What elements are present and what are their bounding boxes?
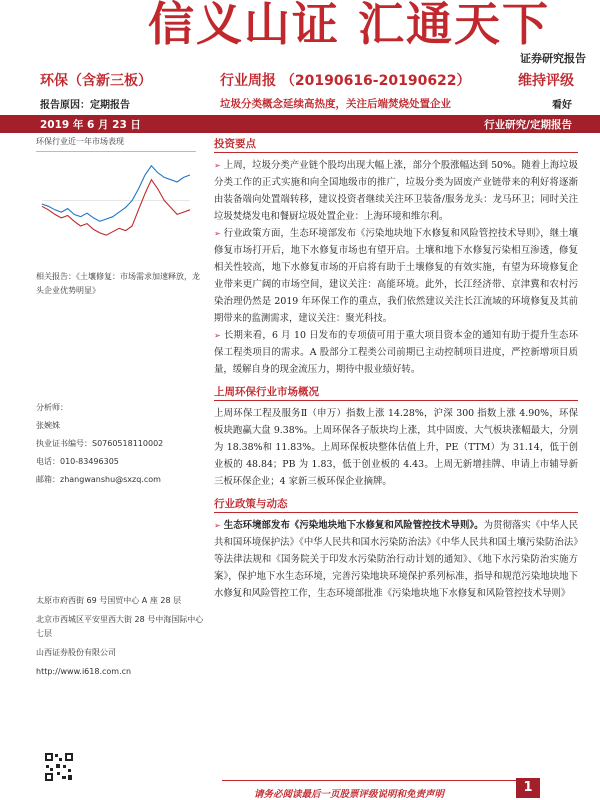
analyst-cert: 执业证书编号：S0760518110002 [36,439,164,448]
industry-name: 环保（含新三板） [40,73,152,89]
qr-code-icon [44,752,74,782]
section-market-overview: 上周环保行业市场概况 [214,384,578,401]
page-number: 1 [516,778,540,798]
document-type: 证券研究报告 [520,52,586,65]
paragraph-5-text: 为贯彻落实《中华人民共和国环境保护法》《中华人民共和国水污染防治法》《中华人民共和国土壤污染防治法》等法律法规和《国务院关于印发水污染防治行动计划的通知》、《地下水污染防治实施方案》，保护地下水生态环境，完善污染地块环境保护系列标准，指导和规范污染地块地下水修复和风险管控工作，生态环境部批准《污染地块地下水修复和风险管控技术导则》 [214,520,578,599]
company-name: 山西证券股份有限公司 [36,648,116,657]
section-policy: 行业政策与动态 [214,496,578,513]
paragraph-1 [214,157,578,225]
paragraph-3 [214,327,578,378]
analyst-name: 张婉姝 [36,421,60,430]
paragraph-2 [214,225,578,327]
report-title: 行业周报 （20190616-20190622） [220,73,471,89]
chart-series-line-1 [42,166,190,222]
analyst-label: 分析师： [36,403,68,412]
main-content [214,136,578,602]
footer-disclaimer: 请务必阅读最后一页股票评级说明和免责声明 [254,789,445,800]
chart-series-line-0 [42,180,190,236]
sidebar [36,136,206,266]
bullet-arrow-icon: ➢ [214,161,221,170]
rating-label: 维持评级 [518,73,574,89]
chart-title: 环保行业近一年市场表现 [36,137,124,146]
bullet-arrow-icon: ➢ [214,229,221,238]
analyst-email[interactable]: 邮箱：zhangwanshu@sxzq.com [36,475,161,484]
company-slogan: 信义山证 汇通天下 [148,0,551,51]
paragraph-5-heading: 生态环境部发布《污染地块地下水修复和风险管控技术导则》。 [223,520,484,531]
related-report: 相关报告：《土壤修复：市场需求加速释放，龙头企业优势明显》 [36,272,200,295]
section-investment-points: 投资要点 [214,136,578,153]
analyst-phone: 电话：010-83496305 [36,457,119,466]
report-date: 2019 年 6 月 23 日 [40,119,141,131]
paragraph-2-text: 行业政策方面，生态环境部发布《污染地块地下水修复和风险管控技术导则》，继土壤修复市场打开后，地下水修复市场也有望开启。土壤和地下水修复污染相互渗透，修复相关性较高，地下水修复市场的开启将有助于土壤修复的有效实施，有望为环境修复企业带来更广阔的市场空间，建议关注：高能环境。此外，长江经济带、京津冀和农村污染治理仍然是 2019 年环保工作的重点，我们依然建议关注长江流域的环境修复及其前期带来的监测需求，建议关注：聚光科技。 [214,228,578,324]
date-bar [0,115,600,133]
paragraph-4: 上周环保工程及服务Ⅱ（申万）指数上涨 14.28%，沪深 300 指数上涨 4.90%，环保板块跑赢大盘 9.38%。上周环保各子版块均上涨，其中固废、大气板块涨幅最大，分别为 18.38%和 11.83%。上周环保板块整体估值上升，PE（TTM）为 31.14，低于创业板的 48.84；PB 为 1.83，低于创业板的 4.43。上周无新增挂牌、申请上市辅导新三板环保企业；4 家新三板环保企业摘牌。 [214,408,578,487]
company-address [36,594,206,684]
report-category: 行业研究/定期报告 [484,119,572,131]
chart-svg [36,152,196,267]
rating-value: 看好 [552,100,572,111]
address-beijing: 北京市西城区平安里西大街 28 号中海国际中心七层 [36,615,204,638]
performance-chart [36,151,196,266]
bullet-arrow-icon: ➢ [214,331,221,340]
header-band [0,0,600,70]
paragraph-5 [214,517,578,602]
title-row [0,70,600,92]
address-taiyuan: 太原市府西街 69 号国贸中心 A 座 28 层 [36,596,182,605]
analyst-info [36,402,206,492]
report-reason: 报告原因：定期报告 [40,100,130,111]
report-headline: 垃圾分类概念延续高热度，关注后端焚烧处置企业 [220,98,451,110]
paragraph-1-text: 上周，垃圾分类产业链个股均出现大幅上涨，部分个股涨幅达到 50%。随着上海垃圾分类工作的正式实施和向全国地级市的推广，垃圾分类为固废产业链带来的利好将逐渐由装备端向处置端转移，建议投资者继续关注环卫装备/服务龙头：龙马环卫；同时关注垃圾焚烧发电和餐厨垃圾处置企业：上海环境和维尔利。 [214,160,578,222]
paragraph-3-text: 长期来看，6 月 10 日发布的专项债可用于重大项目资本金的通知有助于提升生态环保工程类项目的需求。A 股部分工程类公司前期已主动控制项目进度，严控新增项目质量，缓解自身的现金流压力，期待中报业绩好转。 [214,330,578,375]
footer-divider [222,780,522,781]
company-website[interactable]: http://www.i618.com.cn [36,667,132,676]
bullet-arrow-icon: ➢ [214,521,221,530]
